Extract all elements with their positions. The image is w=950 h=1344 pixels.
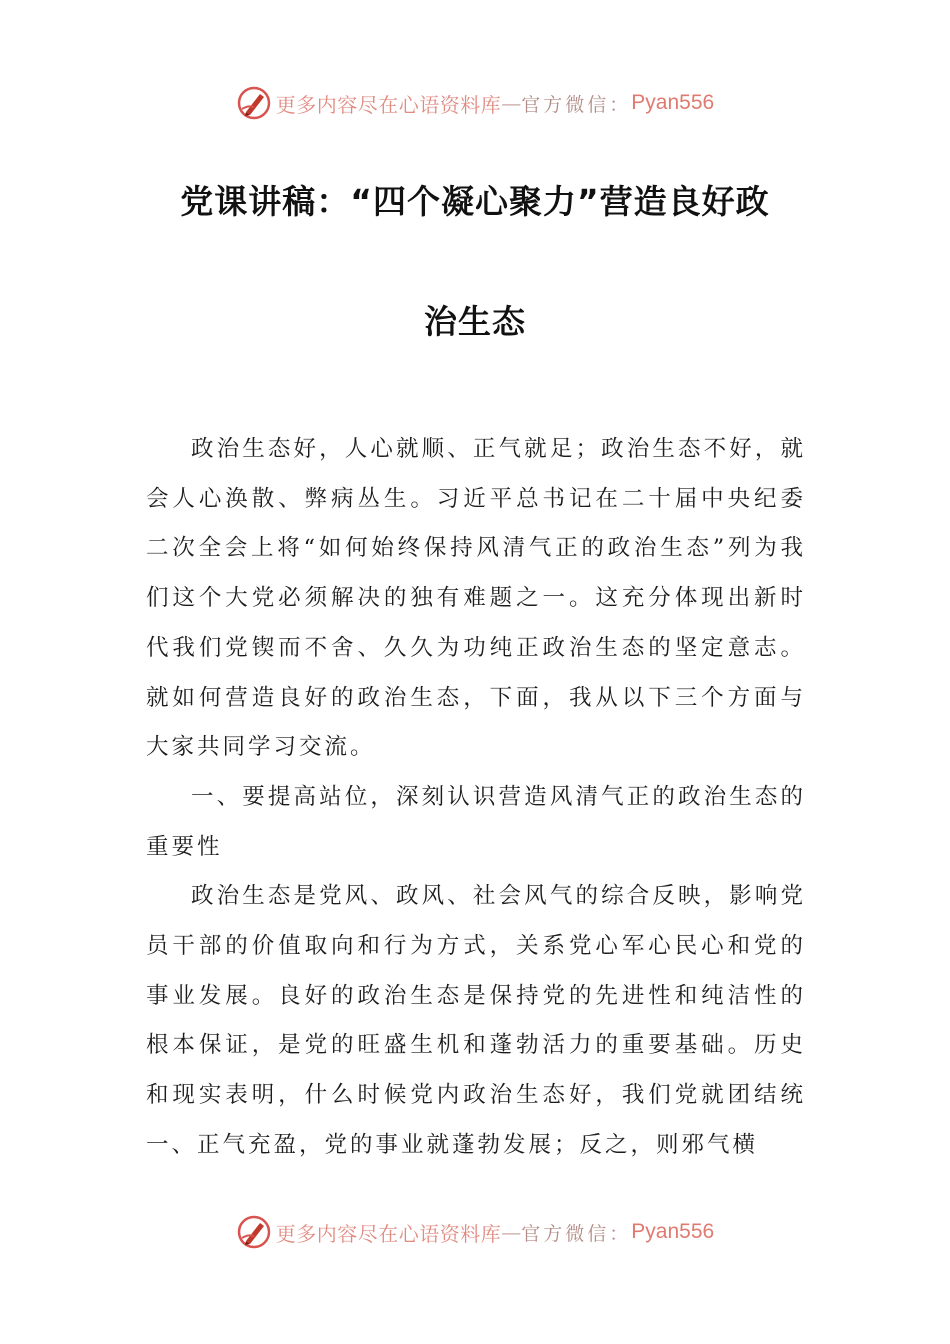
watermark-text: 更多内容尽在心语资料库 (275, 1221, 502, 1246)
watermark-separator: — (501, 91, 522, 115)
pen-logo-icon (236, 1214, 272, 1250)
document-title-line-2: 治生态 (424, 302, 526, 341)
header-watermark (0, 83, 950, 123)
watermark-wechat-id: Pyan556 (631, 91, 715, 114)
section-heading-1: 一、要提高站位，深刻认识营造风清气正的政治生态的重要性 (146, 783, 806, 860)
watermark-text: 更多内容尽在心语资料库 (275, 92, 502, 117)
pen-logo-icon (236, 85, 272, 121)
paragraph-section-1: 政治生态是党风、政风、社会风气的综合反映，影响党员干部的价值取向和行为方式，关系党心军心民心和党的事业发展。良好的政治生态是保持党的先进性和纯洁性的根本保证，是党的旺盛生机和蓬勃活力的重要基础。历史和现实表明，什么时候党内政治生态好，我们党就团结统一、正气充盈，党的事业就蓬勃发展；反之，则邪气横 (146, 883, 806, 1158)
document-body (146, 425, 806, 1171)
watermark-official-label: 官方微信： (521, 1222, 632, 1245)
watermark-separator: — (501, 1220, 522, 1244)
document-title-line-1: 党课讲稿：“四个凝心聚力”营造良好政 (180, 182, 770, 221)
watermark-official-label: 官方微信： (521, 93, 632, 116)
footer-watermark (0, 1212, 950, 1252)
watermark-wechat-id: Pyan556 (631, 1220, 715, 1243)
paragraph-intro: 政治生态好，人心就顺、正气就足；政治生态不好，就会人心涣散、弊病丛生。习近平总书记在二十届中央纪委二次全会上将“如何始终保持风清气正的政治生态”列为我们这个大党必须解决的独有难题之一。这充分体现出新时代我们党锲而不舍、久久为功纯正政治生态的坚定意志。就如何营造良好的政治生态，下面，我从以下三个方面与大家共同学习交流。 (146, 436, 806, 761)
